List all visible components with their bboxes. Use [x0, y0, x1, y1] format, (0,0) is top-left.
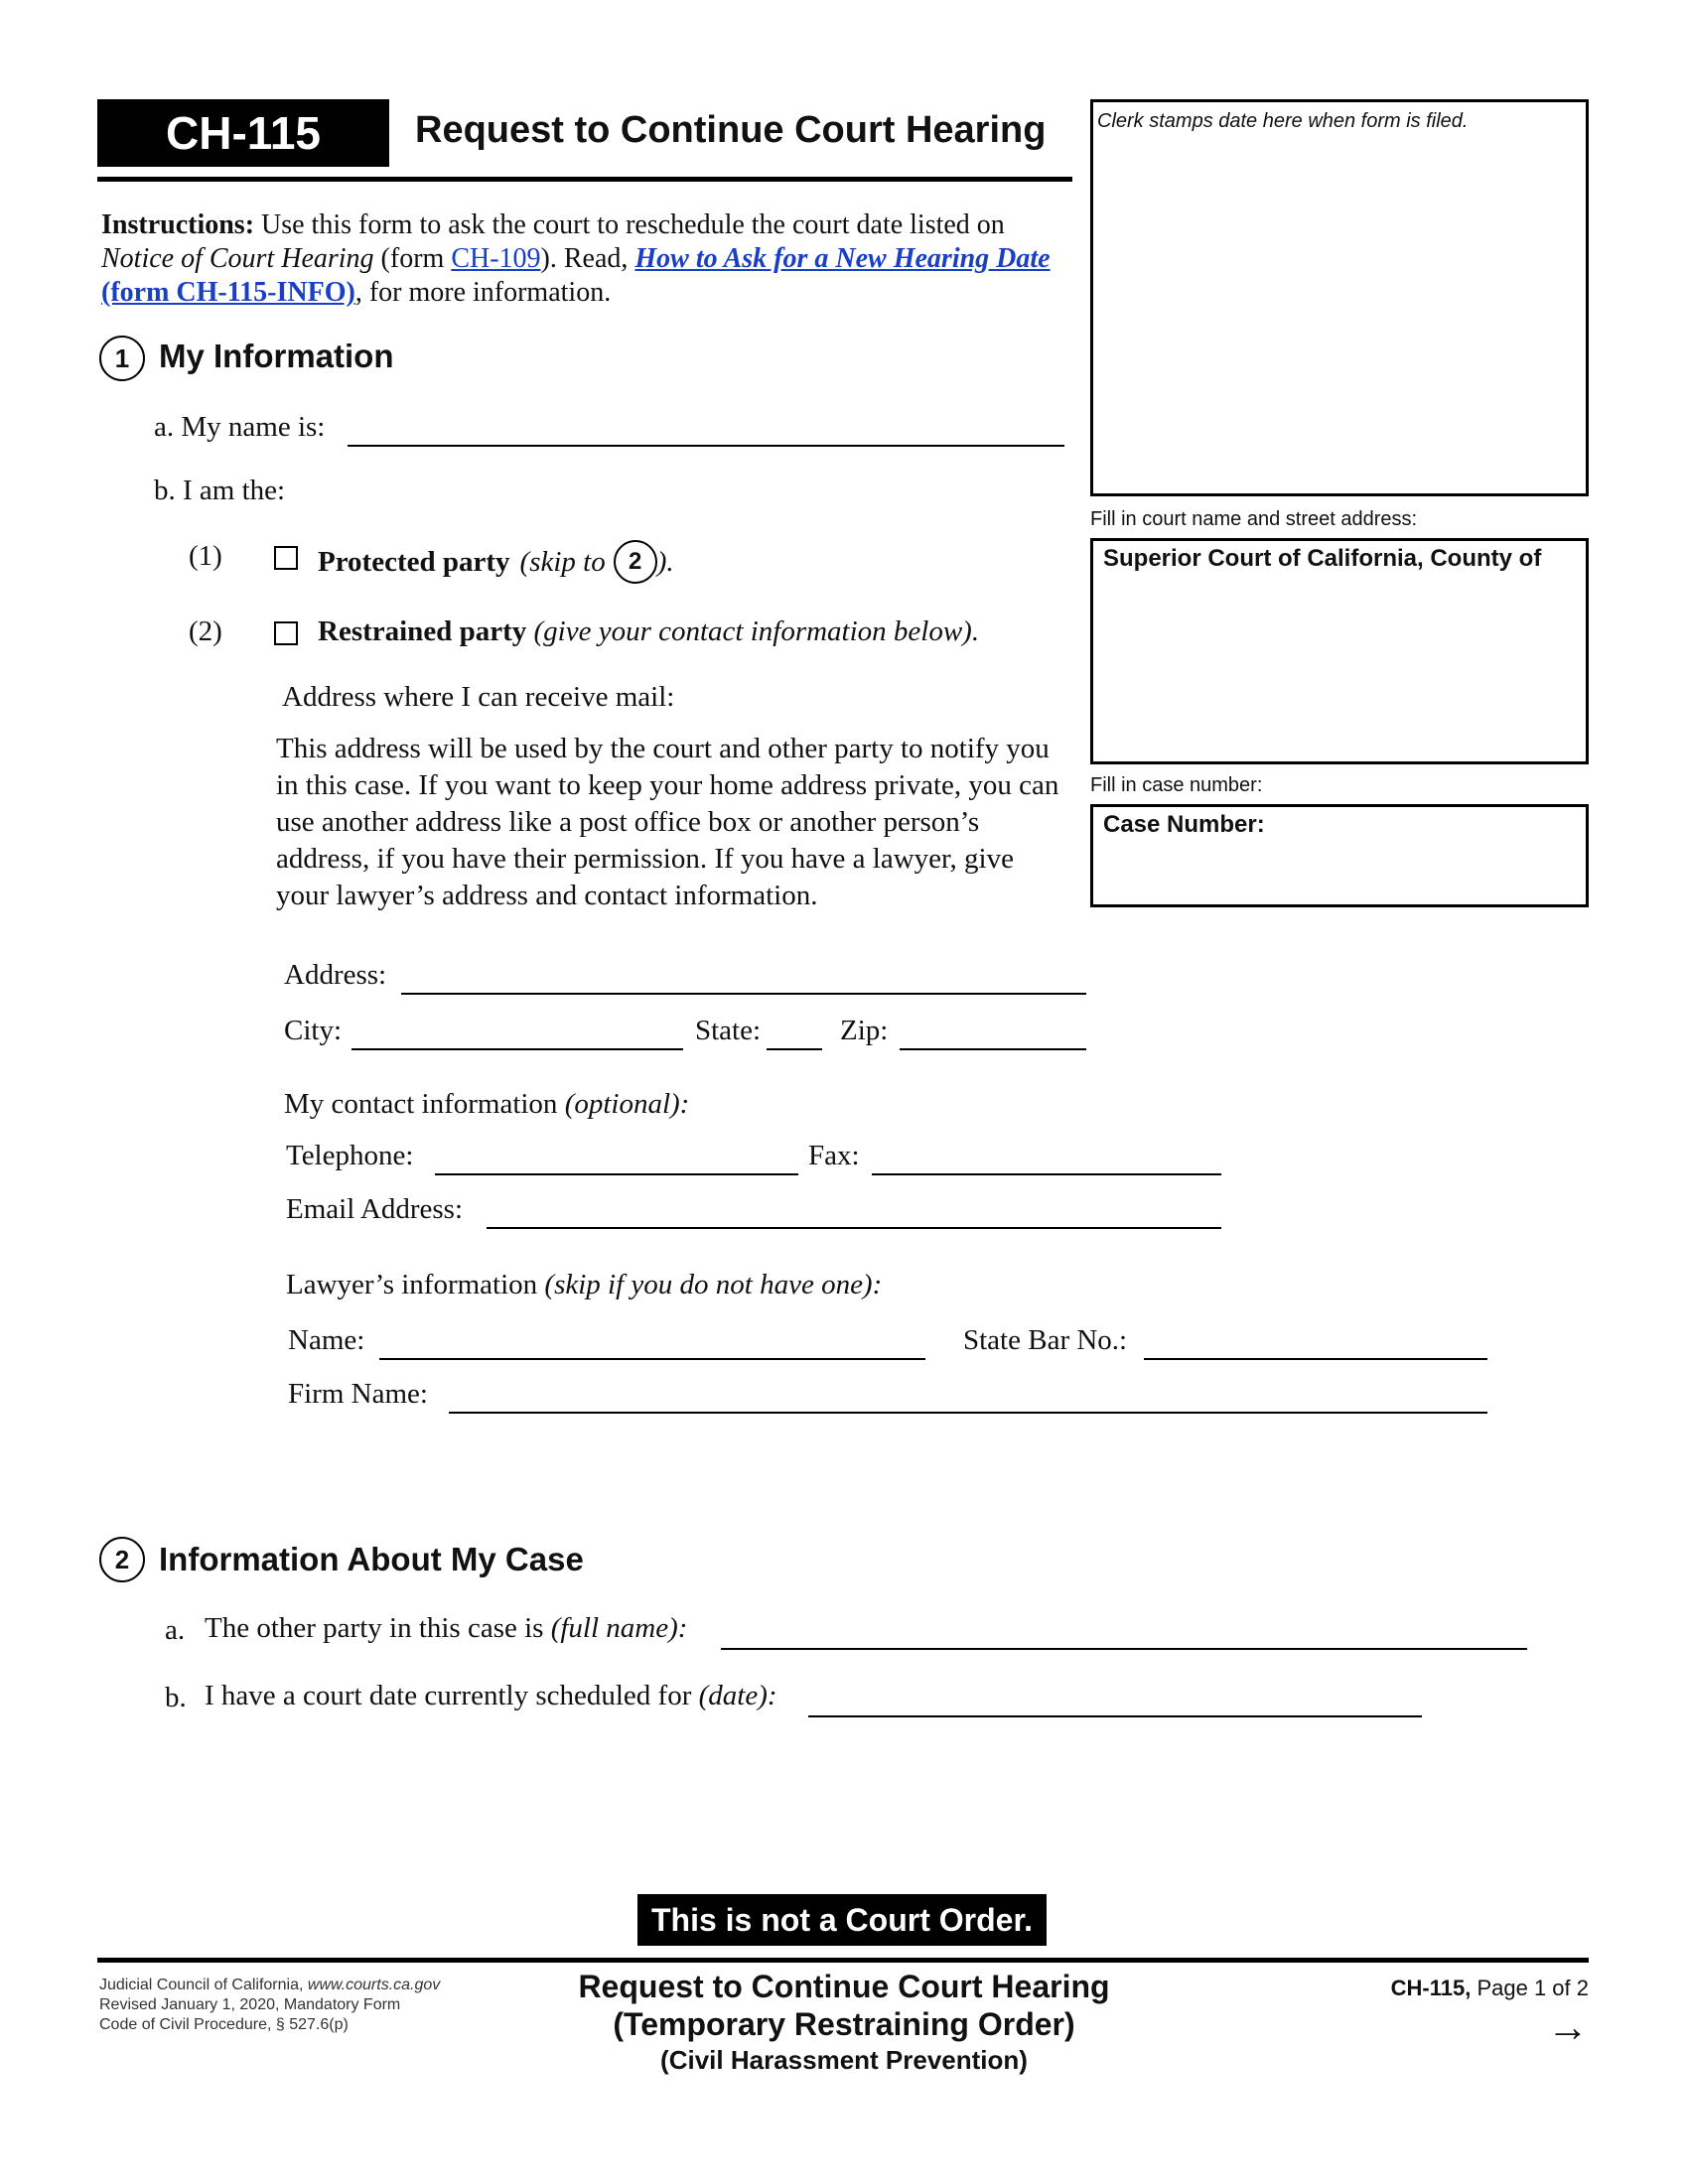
option-2-number: (2) — [189, 615, 222, 647]
restrained-party-checkbox[interactable] — [274, 621, 298, 645]
restrained-party-note: (give your contact information below). — [533, 615, 980, 647]
form-number: CH-115 — [166, 107, 321, 159]
state-bar-field[interactable] — [1144, 1358, 1487, 1360]
instructions-text-4: , for more information. — [354, 277, 612, 308]
state-field[interactable] — [767, 1048, 822, 1050]
i-am-the-label: b. I am the: — [154, 475, 286, 506]
clerk-stamp-box — [1090, 99, 1589, 496]
protected-party-row — [318, 540, 674, 584]
header-rule — [97, 177, 1072, 182]
email-field[interactable] — [487, 1227, 1221, 1229]
option-1-number: (1) — [189, 540, 222, 572]
case-number-label: Case Number: — [1103, 811, 1265, 838]
court-name-text: Superior Court of California, County of — [1103, 545, 1542, 572]
firm-name-field[interactable] — [449, 1412, 1487, 1414]
other-party-field[interactable] — [721, 1648, 1527, 1650]
firm-name-label: Firm Name: — [288, 1378, 428, 1410]
skip-to-section-2-ref: 2 — [614, 540, 657, 584]
instructions-text-3: ). Read, — [540, 243, 635, 274]
other-party-note: (full name): — [550, 1612, 688, 1644]
footer-title-line-3: (Civil Harassment Prevention) — [660, 2045, 1028, 2075]
mail-address-instructions: This address will be used by the court and other party to notify you in this case. If you want to keep your home address private, you can use another address like a post office box or another person’s address, if you have their permission. If you have a lawyer, give your lawyer’s address and contact information. — [276, 733, 1059, 911]
protected-party-label: Protected party — [318, 545, 510, 578]
next-page-arrow-icon: → — [1547, 2003, 1589, 2050]
instructions-lead: Instructions: — [101, 209, 255, 240]
fax-field[interactable] — [872, 1173, 1221, 1175]
other-party-prefix: a. — [165, 1614, 186, 1646]
mail-address-heading: Address where I can receive mail: — [282, 681, 675, 713]
instructions-text-2: (form — [373, 243, 452, 274]
telephone-label: Telephone: — [286, 1140, 414, 1171]
case-number-field[interactable] — [1090, 804, 1589, 907]
revised-date: Revised January 1, 2020, Mandatory Form — [99, 1996, 401, 2013]
lawyer-heading: Lawyer’s information — [286, 1269, 538, 1300]
section-2-number: 2 — [99, 1537, 145, 1582]
email-label: Email Address: — [286, 1193, 464, 1225]
footer-title-line-2: (Temporary Restraining Order) — [613, 2006, 1075, 2042]
footer-form-ref: CH-115, — [1390, 1976, 1472, 2000]
my-name-label: a. My name is: — [154, 411, 326, 443]
lawyer-note: (skip if you do not have one): — [544, 1269, 883, 1300]
form-number-badge — [97, 99, 389, 167]
zip-field[interactable] — [900, 1048, 1086, 1050]
court-date-label: I have a court date currently scheduled for — [205, 1680, 692, 1711]
other-party-label: The other party in this case is — [205, 1612, 544, 1644]
fax-label: Fax: — [808, 1140, 860, 1171]
notice-title: Notice of Court Hearing — [101, 243, 374, 274]
lawyer-name-label: Name: — [288, 1324, 365, 1356]
court-name-field[interactable] — [1090, 538, 1589, 764]
ch-109-link[interactable]: CH-109 — [451, 243, 541, 274]
judicial-council: Judicial Council of California, — [99, 1977, 304, 1993]
form-info-link[interactable]: (form CH-115-INFO) — [101, 277, 355, 308]
city-label: City: — [284, 1015, 343, 1046]
protected-party-checkbox[interactable] — [274, 546, 298, 570]
lawyer-name-field[interactable] — [379, 1358, 925, 1360]
case-caption: Fill in case number: — [1090, 774, 1263, 796]
court-caption: Fill in court name and street address: — [1090, 508, 1418, 530]
city-field[interactable] — [352, 1048, 683, 1050]
skip-to-note: (skip to — [519, 545, 606, 578]
footer-left — [99, 1976, 440, 2035]
how-to-ask-link[interactable]: How to Ask for a New Hearing Date — [634, 243, 1051, 274]
state-bar-label: State Bar No.: — [963, 1324, 1128, 1356]
section-1-title: My Information — [159, 338, 394, 374]
form-title: Request to Continue Court Hearing — [415, 109, 1047, 151]
zip-label: Zip: — [840, 1015, 889, 1046]
skip-to-end: ). — [656, 545, 674, 578]
courts-website: www.courts.ca.gov — [307, 1977, 441, 1993]
address-label: Address: — [284, 959, 387, 991]
clerk-stamp-label: Clerk stamps date here when form is filed. — [1097, 110, 1469, 132]
court-date-prefix: b. — [165, 1682, 187, 1713]
telephone-field[interactable] — [435, 1173, 798, 1175]
contact-heading-row — [284, 1088, 689, 1121]
address-field[interactable] — [401, 993, 1086, 995]
not-court-order-banner: This is not a Court Order. — [637, 1894, 1047, 1946]
instructions-text-1: Use this form to ask the court to reschedule the court date listed on — [254, 209, 1005, 240]
contact-heading: My contact information — [284, 1088, 558, 1120]
restrained-party-label: Restrained party — [318, 615, 527, 647]
court-date-note: (date): — [698, 1680, 777, 1711]
footer-title — [496, 1968, 1192, 2077]
lawyer-heading-row — [286, 1269, 882, 1301]
section-1-number: 1 — [99, 336, 145, 381]
section-2-title: Information About My Case — [159, 1541, 584, 1577]
footer-title-line-1: Request to Continue Court Hearing — [578, 1969, 1110, 2004]
instructions — [101, 208, 1074, 310]
restrained-party-row — [318, 615, 979, 648]
code-reference: Code of Civil Procedure, § 527.6(p) — [99, 2016, 349, 2033]
court-date-row — [205, 1680, 777, 1712]
my-name-field[interactable] — [348, 445, 1064, 447]
state-label: State: — [695, 1015, 762, 1046]
footer-rule — [97, 1958, 1589, 1963]
footer-right — [1291, 1976, 1589, 2050]
court-date-field[interactable] — [808, 1715, 1422, 1717]
page-number: Page 1 of 2 — [1477, 1976, 1589, 2000]
other-party-row — [205, 1612, 687, 1645]
contact-optional: (optional): — [564, 1088, 690, 1120]
